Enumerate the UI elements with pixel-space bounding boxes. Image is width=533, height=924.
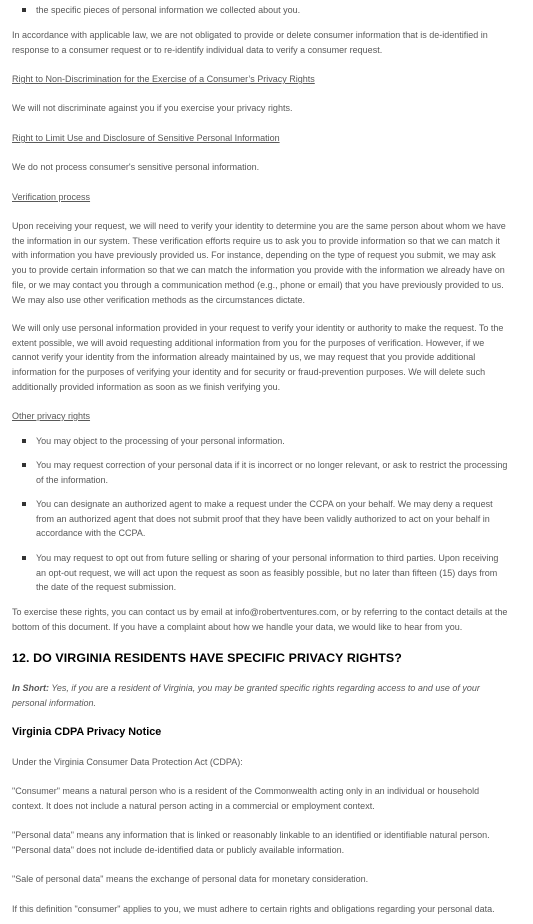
- list-item: You may request to opt out from future selling or sharing of your personal information to third parties. Upon receiving an opt-out request, we will act upon the request as soon as feasibly possible, but no later than fifteen (15) days from the date of the request submission.: [12, 551, 508, 595]
- contact-paragraph: To exercise these rights, you can contact us by email at info@robertventures.com, or by referring to the contact details at the bottom of this document. If you have a complaint about how we handle your data, we would like to hear from you.: [12, 607, 508, 632]
- other-rights-list: [12, 458, 508, 487]
- sensitive-info-heading[interactable]: [12, 131, 508, 146]
- consumer-definition: "Consumer" means a natural person who is a resident of the Commonwealth acting only in an individual or household context. It does not include a natural person acting in a commercial or employment context.: [12, 786, 480, 811]
- other-rights-list: [12, 497, 508, 541]
- list-item: the specific pieces of personal information we collected about you.: [12, 3, 508, 18]
- list-item: You can designate an authorized agent to make a request under the CCPA on your behalf. We may deny a request from an authorized agent that does not submit proof that they have been validly authorized to act on your behalf in accordance with the CCPA.: [12, 497, 508, 541]
- verification-heading-text[interactable]: Verification process: [12, 192, 91, 202]
- section-12-heading: 12. DO VIRGINIA RESIDENTS HAVE SPECIFIC PRIVACY RIGHTS?: [12, 651, 402, 665]
- nondiscrimination-heading-text[interactable]: Right to Non-Discrimination for the Exercise of a Consumer’s Privacy Rights: [12, 74, 315, 84]
- list-item: You may request correction of your personal data if it is incorrect or no longer relevant, or ask to restrict the processing of the information.: [12, 458, 508, 487]
- other-rights-list: [12, 434, 508, 449]
- obligations-paragraph: If this definition "consumer" applies to you, we must adhere to certain rights and obligations regarding your personal data.: [12, 904, 495, 914]
- list-item: You may object to the processing of your personal information.: [12, 434, 508, 449]
- top-bullet-list: [12, 3, 508, 18]
- in-short-text: Yes, if you are a resident of Virginia, you may be granted specific rights regarding access to and use of your personal information.: [12, 683, 480, 708]
- other-rights-heading[interactable]: [12, 409, 508, 424]
- in-short-label: In Short:: [12, 683, 49, 693]
- personal-data-definition: "Personal data" means any information that is linked or reasonably linkable to an identified or identifiable natural person. "Personal data" does not include de-identified data or publicly available information.: [12, 830, 490, 855]
- cdpa-intro: Under the Virginia Consumer Data Protection Act (CDPA):: [12, 757, 243, 767]
- sensitive-info-paragraph: We do not process consumer's sensitive personal information.: [12, 162, 260, 172]
- other-rights-list: [12, 551, 508, 595]
- deidentified-paragraph: In accordance with applicable law, we are not obligated to provide or delete consumer information that is de-identified in response to a consumer request or to re-identify individual data to verify a consumer request.: [12, 30, 488, 55]
- virginia-notice-heading: Virginia CDPA Privacy Notice: [12, 726, 162, 738]
- sale-definition: "Sale of personal data" means the exchange of personal data for monetary consideration.: [12, 874, 369, 884]
- verification-heading[interactable]: [12, 190, 508, 205]
- sensitive-info-heading-text[interactable]: Right to Limit Use and Disclosure of Sensitive Personal Information: [12, 133, 280, 143]
- other-rights-heading-text[interactable]: Other privacy rights: [12, 411, 91, 421]
- verification-paragraph-2: We will only use personal information provided in your request to verify your identity or authority to make the request. To the extent possible, we will avoid requesting additional information from you for the purposes of verification. However, if we cannot verify your identity from the information already maintained by us, we may request that you provide additional information for the purposes of verifying your identity and for security or fraud-prevention purposes. We will delete such additionally provided information as soon as we finish verifying you.: [12, 323, 504, 392]
- nondiscrimination-paragraph: We will not discriminate against you if you exercise your privacy rights.: [12, 103, 293, 113]
- nondiscrimination-heading[interactable]: [12, 72, 508, 87]
- in-short-paragraph: [12, 681, 508, 710]
- verification-paragraph-1: Upon receiving your request, we will need to verify your identity to determine you are the same person about whom we have the information in our system. These verification efforts require us to ask you to provide information so that we can match it with information you have previously provided us. For instance, depending on the type of request you submit, we may ask you to provide certain information so that we can match the information you provide with the information we already have on file, or we may contact you through a communication method (e.g., phone or email) that you have previously provided to us. We may also use other verification methods as the circumstances dictate.: [12, 221, 506, 305]
